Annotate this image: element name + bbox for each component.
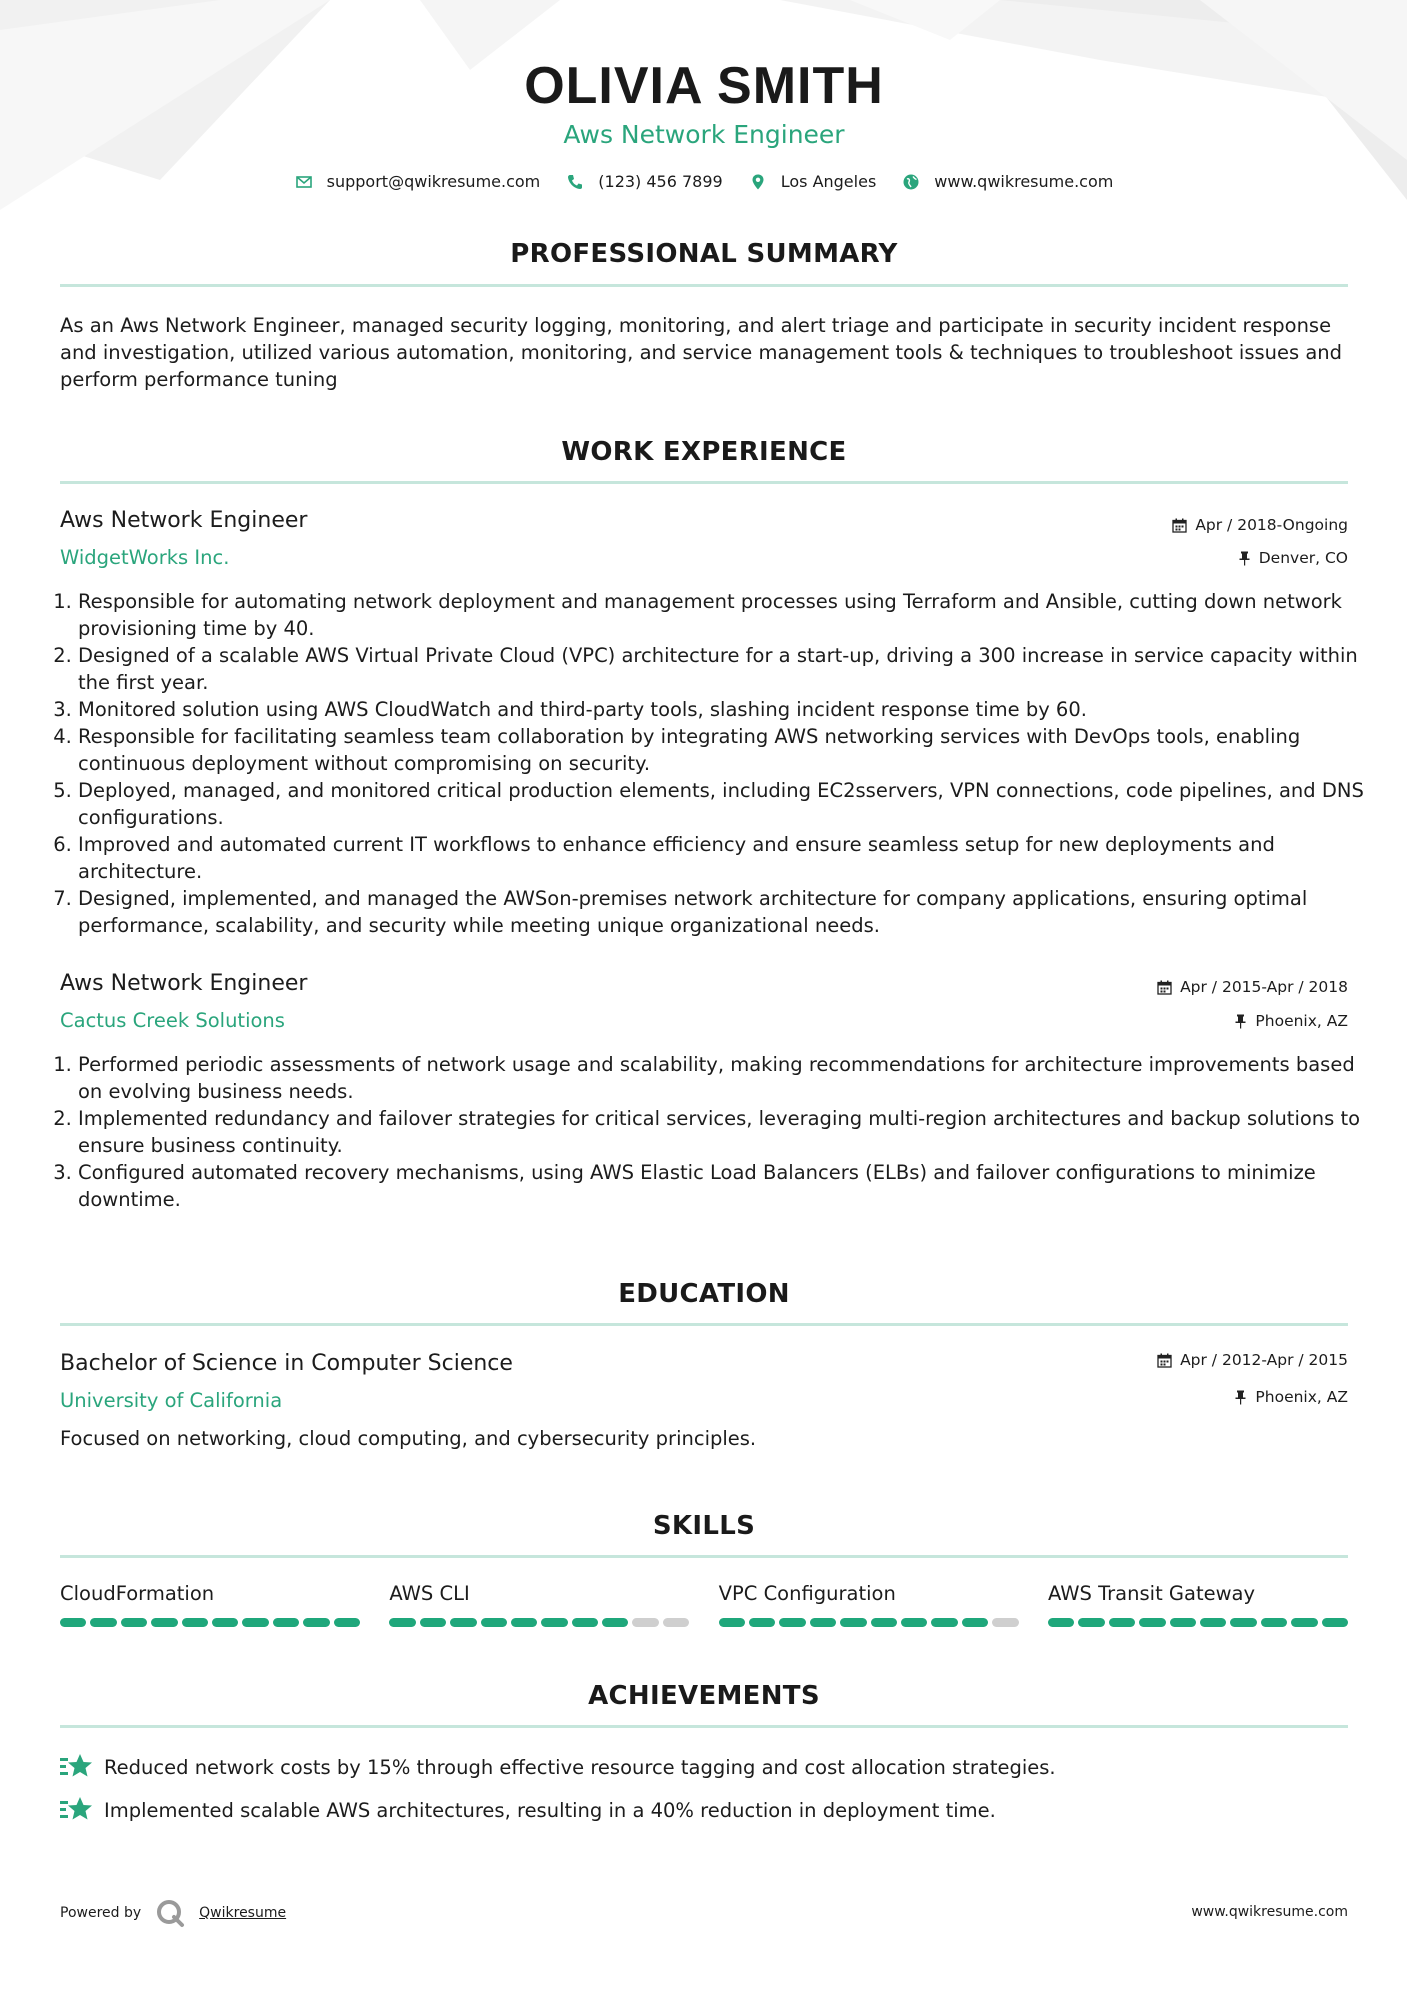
- skill-dot: [632, 1618, 658, 1627]
- job-bullets: [60, 1051, 1366, 1213]
- skill-dot: [602, 1618, 628, 1627]
- summary-text: As an Aws Network Engineer, managed security logging, monitoring, and alert triage and participate in security incident response and investigation, utilized various automation, monitoring, and service management tools & techniques to troubleshoot issues and perform performance tuning: [60, 314, 1343, 391]
- list-item: 4. Responsible for facilitating seamless team collaboration by integrating AWS networking services with DevOps tools, enabling continuous deployment without compromising on security.: [78, 723, 1366, 777]
- skill-dot: [511, 1618, 537, 1627]
- skill-name: CloudFormation: [60, 1582, 215, 1605]
- section-divider: [60, 1555, 1348, 1558]
- contact-email[interactable]: [295, 172, 541, 191]
- skill-name: AWS Transit Gateway: [1047, 1582, 1256, 1605]
- skill-dot: [541, 1618, 567, 1627]
- skill-dot: [1322, 1618, 1348, 1627]
- skill-dot: [572, 1618, 598, 1627]
- job-location-text: Denver, CO: [1258, 549, 1348, 567]
- location-text: Los Angeles: [780, 172, 877, 191]
- job-bullets: [60, 588, 1366, 939]
- skill-dot: [871, 1618, 897, 1627]
- section-title-skills: SKILLS: [652, 1511, 756, 1541]
- skill-dot: [749, 1618, 775, 1627]
- job-location: [1234, 1012, 1348, 1030]
- powered-by-label: Powered by: [60, 1905, 142, 1921]
- footer-website[interactable]: www.qwikresume.com: [1191, 1904, 1348, 1920]
- candidate-name: OLIVIA SMITH: [524, 57, 884, 115]
- skill-dot: [1139, 1618, 1165, 1627]
- map-pin-icon: [749, 173, 767, 191]
- list-item: 2. Designed of a scalable AWS Virtual Private Cloud (VPC) architecture for a start-up, driving a 300 increase in service capacity within the first year.: [78, 642, 1366, 696]
- skill-dot: [992, 1618, 1018, 1627]
- skill-name: AWS CLI: [389, 1582, 470, 1605]
- skill-item: [60, 1582, 360, 1627]
- globe-icon: [902, 173, 920, 191]
- job-dates-text: Apr / 2018-Ongoing: [1195, 516, 1348, 534]
- achievement-item: [60, 1752, 1348, 1782]
- skill-dot: [481, 1618, 507, 1627]
- skill-dot: [242, 1618, 268, 1627]
- star-badge-icon: [60, 1752, 94, 1782]
- list-item: 3. Configured automated recovery mechanisms, using AWS Elastic Load Balancers (ELBs) and failover configurations to minimize downtime.: [78, 1159, 1366, 1213]
- skill-dot: [303, 1618, 329, 1627]
- company-name: WidgetWorks Inc.: [60, 546, 230, 569]
- calendar-icon: [1157, 980, 1172, 995]
- education-dates-text: Apr / 2012-Apr / 2015: [1180, 1351, 1348, 1369]
- skill-dot: [389, 1618, 415, 1627]
- skill-dot: [1200, 1618, 1226, 1627]
- education-location-text: Phoenix, AZ: [1255, 1388, 1348, 1406]
- section-divider: [60, 1323, 1348, 1326]
- contact-phone[interactable]: [566, 172, 722, 191]
- section-divider: [60, 1725, 1348, 1728]
- skill-dot: [450, 1618, 476, 1627]
- skill-level-bar: [719, 1618, 1019, 1627]
- job-title: Aws Network Engineer: [60, 971, 308, 996]
- achievement-text: Implemented scalable AWS architectures, resulting in a 40% reduction in deployment time.: [104, 1798, 996, 1822]
- job-location: [1238, 549, 1348, 567]
- education-dates: [1157, 1351, 1348, 1369]
- skill-item: [389, 1582, 689, 1627]
- skill-dot: [212, 1618, 238, 1627]
- skill-dot: [121, 1618, 147, 1627]
- section-title-achievements: ACHIEVEMENTS: [588, 1681, 820, 1711]
- pushpin-icon: [1238, 551, 1251, 566]
- skill-dot: [182, 1618, 208, 1627]
- list-item: 1. Performed periodic assessments of network usage and scalability, making recommendations for architecture improvements based on evolving business needs.: [78, 1051, 1366, 1105]
- website-text: www.qwikresume.com: [934, 172, 1114, 191]
- list-item: 3. Monitored solution using AWS CloudWatch and third-party tools, slashing incident response time by 60.: [78, 696, 1366, 723]
- section-title-education: EDUCATION: [618, 1279, 790, 1309]
- pushpin-icon: [1234, 1390, 1247, 1405]
- skill-dot: [962, 1618, 988, 1627]
- skill-dot: [1261, 1618, 1287, 1627]
- skill-dot: [1048, 1618, 1074, 1627]
- powered-by: [60, 1898, 286, 1928]
- skill-dot: [1109, 1618, 1135, 1627]
- calendar-icon: [1157, 1353, 1172, 1368]
- list-item: 2. Implemented redundancy and failover strategies for critical services, leveraging multi-region architectures and backup solutions to ensure business continuity.: [78, 1105, 1366, 1159]
- list-item: 5. Deployed, managed, and monitored critical production elements, including EC2sservers, VPN connections, code pipelines, and DNS configurations.: [78, 777, 1366, 831]
- list-item: 1. Responsible for automating network deployment and management processes using Terraform and Ansible, cutting down network provisioning time by 40.: [78, 588, 1366, 642]
- section-divider: [60, 481, 1348, 484]
- qwikresume-link[interactable]: Qwikresume: [199, 1905, 287, 1921]
- degree-title: Bachelor of Science in Computer Science: [60, 1351, 513, 1376]
- skill-dot: [901, 1618, 927, 1627]
- calendar-icon: [1172, 518, 1187, 533]
- contact-location: [749, 172, 877, 191]
- skill-dot: [151, 1618, 177, 1627]
- skill-level-bar: [60, 1618, 360, 1627]
- skill-dot: [719, 1618, 745, 1627]
- contact-bar: [60, 172, 1348, 191]
- job-dates: [1157, 978, 1348, 996]
- skill-dot: [1170, 1618, 1196, 1627]
- pushpin-icon: [1234, 1014, 1247, 1029]
- job-location-text: Phoenix, AZ: [1255, 1012, 1348, 1030]
- skills-grid: [60, 1582, 1348, 1627]
- skill-dot: [273, 1618, 299, 1627]
- candidate-role: Aws Network Engineer: [563, 120, 845, 149]
- skill-item: [719, 1582, 1019, 1627]
- skill-dot: [840, 1618, 866, 1627]
- phone-icon: [566, 173, 584, 191]
- education-description: Focused on networking, cloud computing, and cybersecurity principles.: [60, 1427, 757, 1450]
- envelope-icon: [295, 173, 313, 191]
- phone-text: (123) 456 7899: [598, 172, 723, 191]
- skill-name: VPC Configuration: [718, 1582, 896, 1605]
- job-dates-text: Apr / 2015-Apr / 2018: [1180, 978, 1348, 996]
- skill-dot: [90, 1618, 116, 1627]
- skill-dot: [420, 1618, 446, 1627]
- skill-dot: [931, 1618, 957, 1627]
- skill-dot: [1230, 1618, 1256, 1627]
- skill-level-bar: [389, 1618, 689, 1627]
- email-text: support@qwikresume.com: [326, 172, 541, 191]
- school-name: University of California: [60, 1389, 283, 1412]
- skill-dot: [334, 1618, 360, 1627]
- job-dates: [1172, 516, 1348, 534]
- section-divider: [60, 284, 1348, 287]
- skill-dot: [1078, 1618, 1104, 1627]
- skill-level-bar: [1048, 1618, 1348, 1627]
- achievement-text: Reduced network costs by 15% through effective resource tagging and cost allocation strategies.: [104, 1755, 1056, 1779]
- company-name: Cactus Creek Solutions: [60, 1009, 285, 1032]
- contact-website[interactable]: [902, 172, 1113, 191]
- list-item: 7. Designed, implemented, and managed the AWSon-premises network architecture for company applications, ensuring optimal performance, scalability, and security while meeting unique organizational needs.: [78, 885, 1366, 939]
- skill-item: [1048, 1582, 1348, 1627]
- skill-dot: [810, 1618, 836, 1627]
- achievement-item: [60, 1795, 1348, 1825]
- star-badge-icon: [60, 1795, 94, 1825]
- skill-dot: [779, 1618, 805, 1627]
- skill-dot: [60, 1618, 86, 1627]
- qwikresume-logo-icon: [155, 1898, 185, 1928]
- skill-dot: [1291, 1618, 1317, 1627]
- section-title-experience: WORK EXPERIENCE: [561, 437, 847, 467]
- education-location: [1234, 1388, 1348, 1406]
- skill-dot: [663, 1618, 689, 1627]
- section-title-summary: PROFESSIONAL SUMMARY: [510, 239, 898, 269]
- list-item: 6. Improved and automated current IT workflows to enhance efficiency and ensure seamless setup for new deployments and architecture.: [78, 831, 1366, 885]
- job-title: Aws Network Engineer: [60, 508, 308, 533]
